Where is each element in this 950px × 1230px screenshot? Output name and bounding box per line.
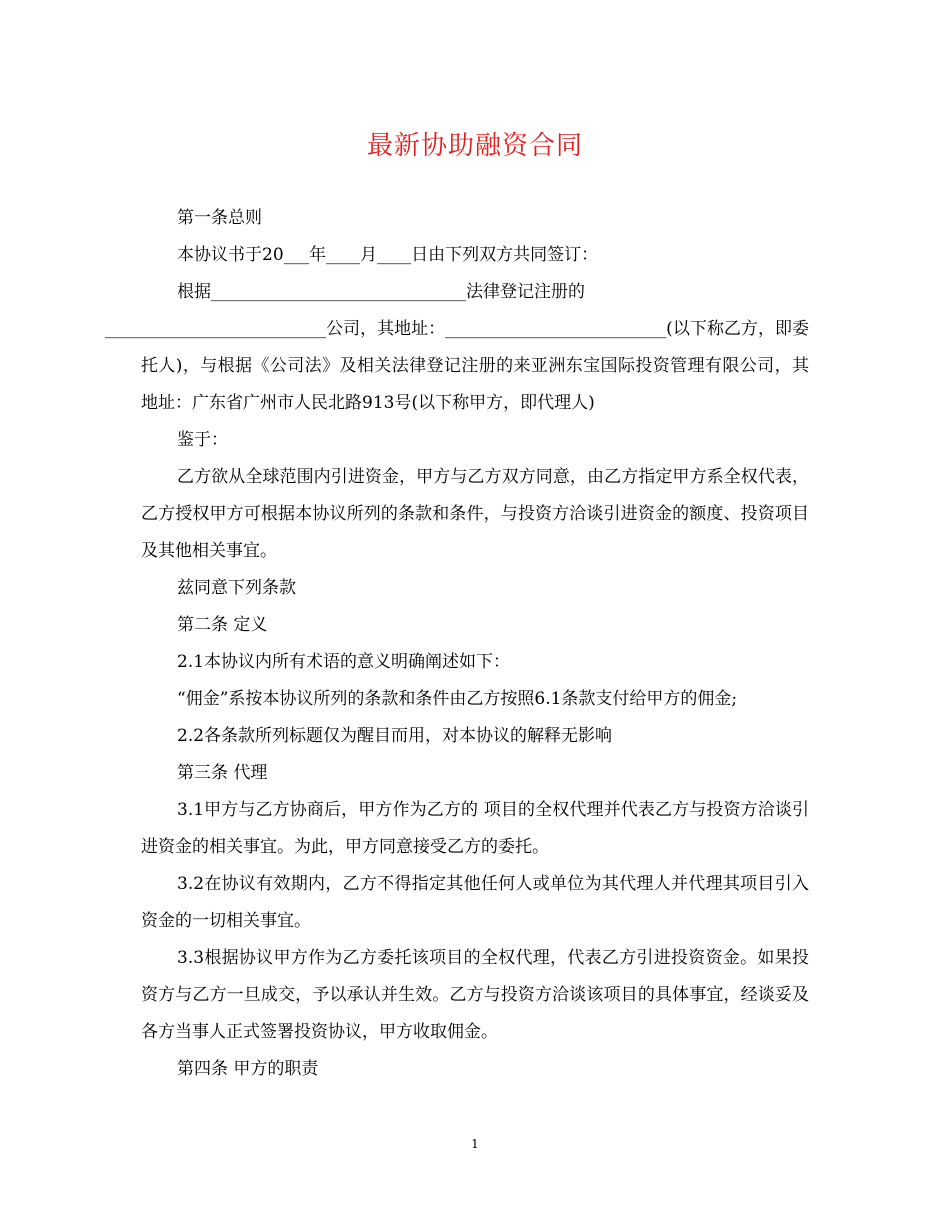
whereas-paragraph: 乙方欲从全球范围内引进资金，甲方与乙方双方同意，由乙方指定甲方系全权代表，乙方授权甲方可根据本协议所列的条款和条件，与投资方洽谈引进资金的额度、投资项目及其他相关事宜。 xyxy=(141,467,809,561)
signing-date-line: 本协议书于20___年____月____日由下列双方共同签订： xyxy=(177,245,599,265)
registration-line: 根据______________________________法律登记注册的 xyxy=(177,282,585,302)
agreement-line: 兹同意下列条款 xyxy=(177,578,296,598)
clause-3-1: 3.1甲方与乙方协商后，甲方作为乙方的 项目的全权代理并代表乙方与投资方洽谈引进资金的相关事宜。为此，甲方同意接受乙方的委托。 xyxy=(141,800,809,857)
document-body xyxy=(105,200,809,1088)
parties-paragraph: __________________________公司，其地址：__________________________(以下称乙方，即委托人)，与根据《公司法》及相关法律登记注册的来亚洲东宝国际投资管理有限公司，其地址：广东省广州市人民北路913号(以下称甲方，即代理人) xyxy=(105,319,809,413)
section-1-heading: 第一条总则 xyxy=(177,208,262,228)
section-4-heading: 第四条 甲方的职责 xyxy=(177,1059,319,1079)
clause-3-2: 3.2在协议有效期内，乙方不得指定其他任何人或单位为其代理人并代理其项目引入资金的一切相关事宜。 xyxy=(141,874,809,931)
document-title: 最新协助融资合同 xyxy=(366,131,583,161)
whereas-heading: 鉴于： xyxy=(177,430,228,450)
clause-2-2: 2.2各条款所列标题仅为醒目而用，对本协议的解释无影响 xyxy=(177,726,613,746)
section-3-heading: 第三条 代理 xyxy=(177,763,268,783)
section-2-heading: 第二条 定义 xyxy=(177,615,268,635)
clause-3-3: 3.3根据协议甲方作为乙方委托该项目的全权代理，代表乙方引进投资资金。如果投资方与乙方一旦成交，予以承认并生效。乙方与投资方洽谈该项目的具体事宜，经谈妥及各方当事人正式签署投资协议，甲方收取佣金。 xyxy=(141,948,809,1042)
page-number: 1 xyxy=(471,1137,479,1151)
clause-2-1: 2.1本协议内所有术语的意义明确阐述如下： xyxy=(177,652,511,672)
commission-definition: “佣金”系按本协议所列的条款和条件由乙方按照6.1条款支付给甲方的佣金; xyxy=(177,689,738,709)
